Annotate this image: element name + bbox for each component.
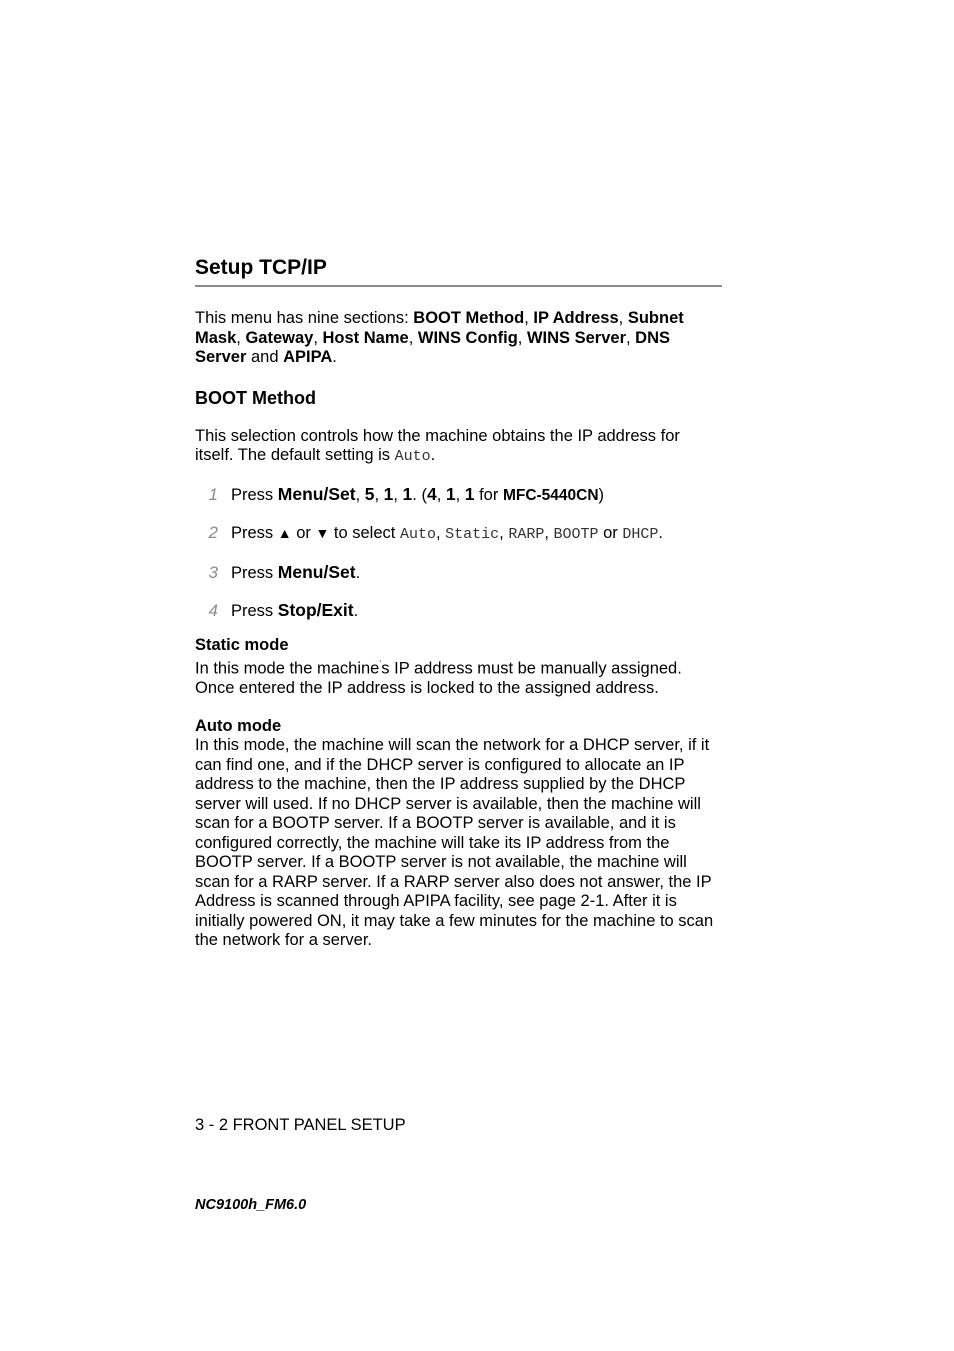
- boot-method-description: [195, 427, 722, 467]
- key-name: 1: [383, 483, 394, 504]
- key-name: 5: [364, 483, 375, 504]
- apostrophe-mark: ': [379, 659, 382, 670]
- auto-mode-heading: Auto mode: [195, 716, 282, 735]
- intro-item: Host Name: [322, 328, 409, 347]
- separator: ,: [313, 328, 323, 347]
- separator: .: [658, 523, 663, 542]
- step-number: 3: [208, 562, 218, 582]
- separator: .: [353, 601, 359, 620]
- step-list: [195, 483, 722, 622]
- press-text: Press: [231, 523, 278, 542]
- key-name: 1: [464, 483, 475, 504]
- auto-mode-text: In this mode, the machine will scan the network for a DHCP server, if it can find one, and if the DHCP server is configured to allocate an IP address to the machine, then the IP address supplied by the DHCP server will used. If no DHCP server is available, then the machine will scan for a BOOTP server. If a BOOTP server is available, and it is configured correctly, the machine will take its IP address from the BOOTP server. If a BOOTP server is not available, the machine will scan for a RARP server. If a RARP server also does not answer, the IP Address is scanned through APIPA facility, see page 2-1. After it is initially powered ON, it may take a few minutes for the machine to scan the network for a server.: [195, 736, 714, 949]
- separator: ,: [626, 328, 636, 347]
- step-text: [231, 483, 604, 507]
- separator: and: [246, 348, 284, 366]
- or-text: or: [291, 523, 316, 542]
- page-footer: 3 - 2 FRONT PANEL SETUP: [195, 1116, 406, 1134]
- step-number: 1: [208, 484, 218, 504]
- option-value: BOOTP: [553, 525, 599, 543]
- separator: ,: [618, 309, 628, 327]
- step-1: [195, 483, 722, 507]
- separator: ,: [524, 309, 534, 327]
- separator: ,: [236, 328, 246, 347]
- separator: ,: [408, 328, 418, 347]
- document-id: NC9100h_FM6.0: [195, 1197, 307, 1213]
- press-text: Press: [231, 601, 278, 620]
- step-2: [195, 522, 722, 546]
- key-name: Menu/Set: [277, 483, 356, 504]
- auto-mode-section: [195, 717, 722, 951]
- boot-method-heading: BOOT Method: [195, 387, 316, 408]
- intro-item: Gateway: [245, 328, 314, 347]
- intro-item: APIPA: [283, 348, 333, 366]
- intro-paragraph: [195, 309, 722, 368]
- step-text: [231, 522, 663, 546]
- key-name: Menu/Set: [277, 561, 356, 582]
- separator: ,: [499, 523, 509, 542]
- for-text: for: [474, 485, 503, 504]
- separator: ,: [435, 523, 446, 542]
- option-value: DHCP: [622, 525, 659, 543]
- option-value: Auto: [399, 525, 436, 543]
- step-3: [195, 561, 722, 584]
- key-name: Stop/Exit: [277, 599, 354, 620]
- separator: ,: [436, 485, 446, 504]
- separator: ,: [455, 485, 465, 504]
- page-content: [195, 254, 722, 951]
- separator: . (: [412, 485, 427, 504]
- intro-item: Subnet Mask: [195, 309, 684, 347]
- intro-item: IP Address: [533, 309, 619, 327]
- key-name: 4: [426, 483, 437, 504]
- separator: ,: [544, 523, 554, 542]
- step-text: [231, 561, 360, 584]
- static-text: s IP address must be manually assigned. Once entered the IP address is locked to the assigned address.: [195, 659, 682, 697]
- separator: ,: [517, 328, 527, 347]
- separator: .: [355, 563, 361, 582]
- step-number: 2: [208, 522, 218, 542]
- intro-lead: This menu has nine sections:: [195, 309, 414, 327]
- intro-item: DNS Server: [195, 328, 671, 366]
- step-text: [231, 599, 358, 622]
- step-number: 4: [208, 600, 218, 620]
- separator: ,: [393, 485, 403, 504]
- static-mode-text: [195, 655, 722, 699]
- boot-text-end: .: [430, 446, 436, 464]
- key-name: 1: [445, 483, 456, 504]
- static-mode-heading: Static mode: [195, 635, 289, 654]
- static-text: In this mode the machine: [195, 659, 380, 678]
- or-text: or: [598, 523, 623, 542]
- press-text: Press: [231, 485, 278, 504]
- separator: ): [598, 485, 605, 504]
- separator: .: [332, 348, 337, 366]
- intro-item: BOOT Method: [413, 309, 525, 327]
- down-arrow-icon: ▼: [315, 524, 330, 541]
- model-name: MFC-5440CN: [502, 486, 599, 504]
- select-text: to select: [329, 523, 400, 542]
- separator: ,: [374, 485, 384, 504]
- option-value: Static: [445, 525, 500, 543]
- press-text: Press: [231, 563, 278, 582]
- static-mode-section: [195, 636, 722, 699]
- boot-text: This selection controls how the machine obtains the IP address for itself. The default setting is: [195, 426, 680, 464]
- section-title: Setup TCP/IP: [195, 254, 722, 287]
- option-value: RARP: [508, 525, 545, 543]
- intro-item: WINS Config: [417, 328, 518, 347]
- key-name: 1: [402, 483, 413, 504]
- separator: ,: [355, 485, 365, 504]
- default-value: Auto: [394, 448, 431, 465]
- step-4: [195, 599, 722, 622]
- intro-item: WINS Server: [526, 328, 626, 347]
- up-arrow-icon: ▲: [277, 524, 292, 541]
